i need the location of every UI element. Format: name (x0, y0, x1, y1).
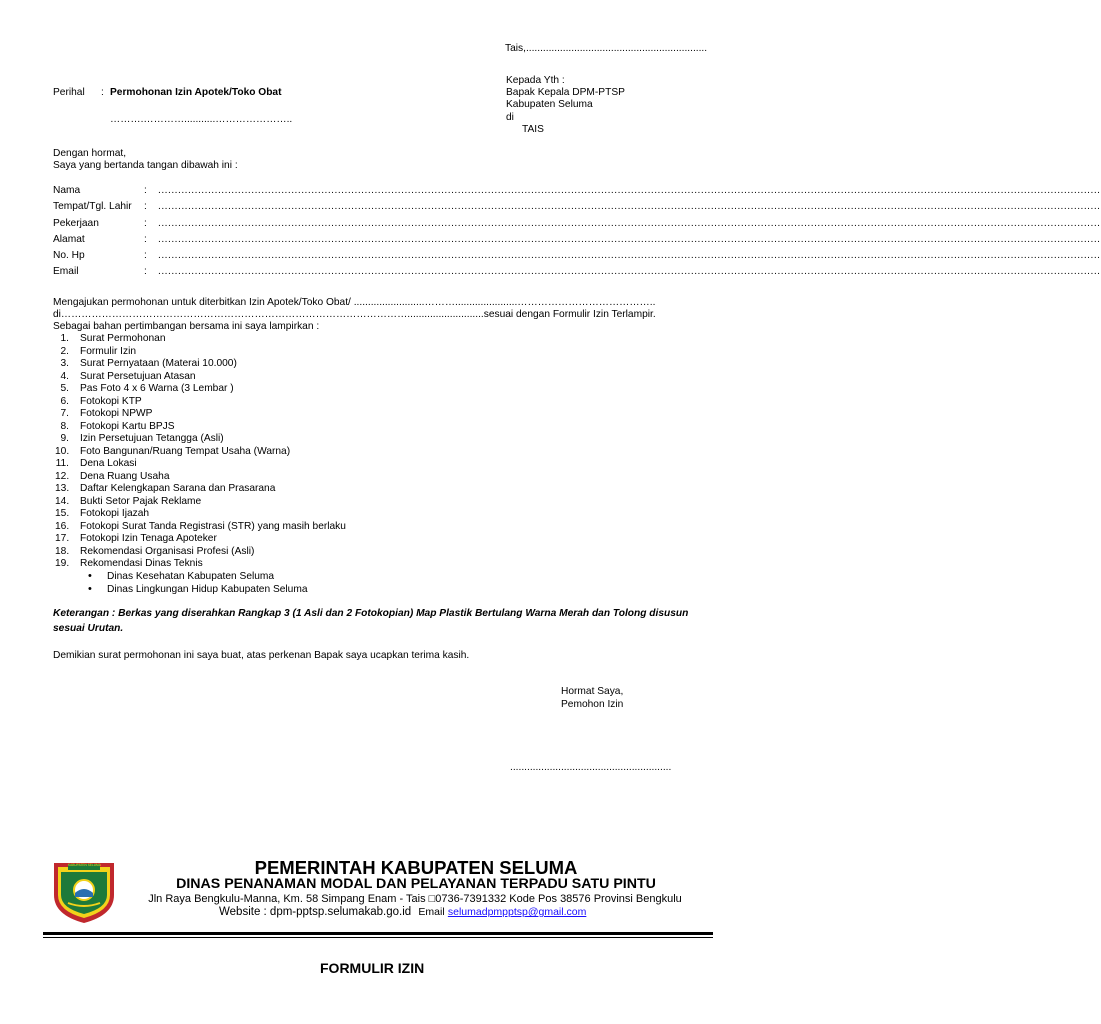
request-line-2: di…………………………………………………………………………………………...........................sesuai dengan Formulir Izin Terlampir. (53, 309, 656, 320)
email-link[interactable]: selumadpmpptsp@gmail.com (447, 906, 587, 918)
bullet-icon: • (88, 570, 92, 582)
list-number: 7. (60, 408, 69, 419)
website-text: Website : dpm-pptsp.selumakab.go.id (219, 906, 412, 918)
list-number: 8. (60, 420, 69, 432)
list-number: 18. (55, 545, 70, 557)
addressee-line-4: di (506, 112, 514, 123)
field-label: Nama (53, 185, 81, 196)
signature-dots: ......................................................... (510, 762, 672, 773)
field-label: Tempat/Tgl. Lahir (53, 201, 132, 212)
addressee-line-2: Bapak Kepala DPM-PTSP (506, 87, 625, 98)
field-colon: : (144, 234, 147, 245)
field-label: Alamat (53, 234, 85, 245)
list-number: 3. (60, 358, 69, 369)
field-label: Email (53, 266, 79, 277)
note-text: Keterangan : Berkas yang diserahkan Rangkap 3 (1 Asli dan 2 Fotokopian) Map Plastik Bertulang Warna Merah dan Tolong disusun sesuai Urutan. (53, 608, 689, 634)
field-colon: : (144, 185, 147, 196)
list-text: Fotokopi NPWP (80, 408, 153, 419)
subject-label: Perihal (53, 87, 85, 98)
list-text: Dinas Kesehatan Kabupaten Seluma (107, 571, 275, 582)
subject-colon: : (101, 87, 104, 98)
letterhead-divider-thin (43, 937, 713, 938)
list-text: Rekomendasi Organisasi Profesi (Asli) (80, 545, 255, 557)
addressee-line-3: Kabupaten Seluma (506, 99, 593, 110)
list-text: Fotokopi Ijazah (80, 508, 150, 519)
list-text: Fotokopi Kartu BPJS (80, 420, 175, 432)
field-dots[interactable]: ........................................................................................................................................................................................................................................................................................... (158, 201, 1101, 212)
field-colon: : (144, 218, 147, 229)
list-text: Pas Foto 4 x 6 Warna (3 Lembar ) (80, 383, 234, 394)
signature-line-2: Pemohon Izin (561, 699, 624, 710)
logo-text: KABUPATEN SELUMA (68, 863, 101, 867)
list-text: Dena Ruang Usaha (80, 470, 170, 482)
list-number: 2. (60, 345, 69, 357)
list-text: Rekomendasi Dinas Teknis (80, 558, 203, 569)
list-number: 14. (55, 495, 70, 507)
letterhead-title: PEMERINTAH KABUPATEN SELUMA (254, 857, 578, 878)
addressee-line-1: Kepada Yth : (506, 75, 565, 86)
addressee-line-5: TAIS (522, 124, 544, 135)
signature-line-1: Hormat Saya, (561, 686, 624, 697)
list-text: Surat Pernyataan (Materai 10.000) (80, 358, 237, 369)
letterhead-divider-thick (43, 932, 713, 935)
field-dots[interactable]: ........................................................................................................................................................................................................................................................................................... (158, 250, 1101, 261)
list-text: Formulir Izin (80, 345, 137, 357)
letterhead-subtitle: DINAS PENANAMAN MODAL DAN PELAYANAN TERPADU SATU PINTU (176, 876, 656, 892)
field-colon: : (144, 201, 147, 212)
list-text: Daftar Kelengkapan Sarana dan Prasarana (80, 483, 276, 494)
field-email[interactable] (53, 266, 1101, 280)
field-alamat[interactable] (53, 234, 1101, 248)
list-number: 6. (60, 395, 69, 407)
list-number: 19. (55, 558, 70, 569)
field-label: No. Hp (53, 250, 85, 261)
field-dots[interactable]: ........................................................................................................................................................................................................................................................................................... (158, 185, 1101, 196)
list-text: Izin Persetujuan Tetangga (Asli) (80, 433, 224, 444)
list-text: Fotokopi Surat Tanda Registrasi (STR) yang masih berlaku (80, 520, 346, 532)
closing-text: Demikian surat permohonan ini saya buat, atas perkenan Bapak saya ucapkan terima kasih. (53, 650, 470, 661)
letterhead-contact (219, 906, 586, 918)
list-number: 15. (55, 508, 70, 519)
request-line-3: Sebagai bahan pertimbangan bersama ini saya lampirkan : (53, 321, 320, 332)
place-date: Tais,................................................................ (505, 43, 708, 54)
list-number: 4. (60, 370, 69, 382)
field-dots[interactable]: ........................................................................................................................................................................................................................................................................................... (158, 218, 1101, 229)
list-number: 13. (55, 483, 70, 494)
form-title: FORMULIR IZIN (320, 960, 425, 976)
list-number: 17. (55, 533, 70, 544)
list-text: Dena Lokasi (80, 458, 137, 469)
greeting: Dengan hormat, (53, 148, 127, 159)
list-number: 5. (60, 383, 69, 394)
list-number: 1. (60, 333, 69, 344)
list-number: 16. (55, 520, 70, 532)
field-colon: : (144, 266, 147, 277)
field-dots[interactable]: ........................................................................................................................................................................................................................................................................................... (158, 266, 1101, 277)
subject-value: Permohonan Izin Apotek/Toko Obat (110, 87, 282, 98)
subject-dots: ……….…………...........………………….. (110, 114, 293, 125)
list-number: 9. (60, 433, 69, 444)
list-text: Foto Bangunan/Ruang Tempat Usaha (Warna) (80, 445, 291, 457)
list-text: Surat Permohonan (80, 333, 166, 344)
list-text: Fotokopi Izin Tenaga Apoteker (80, 533, 217, 544)
field-label: Pekerjaan (53, 218, 99, 229)
list-text: Fotokopi KTP (80, 395, 142, 407)
list-number: 12. (55, 470, 70, 482)
field-tempat-tgl-lahir[interactable] (53, 201, 1101, 215)
field-colon: : (144, 250, 147, 261)
list-text: Bukti Setor Pajak Reklame (80, 495, 202, 507)
list-text: Dinas Lingkungan Hidup Kabupaten Seluma (107, 583, 308, 595)
request-line-1: Mengajukan permohonan untuk diterbitkan Izin Apotek/Toko Obat/ .........................………......................………………………………….. (53, 297, 656, 308)
field-no-hp[interactable] (53, 250, 1101, 264)
list-number: 11. (55, 458, 69, 469)
field-nama[interactable] (53, 185, 1101, 199)
letterhead-address: Jln Raya Bengkulu-Manna, Km. 58 Simpang Enam - Tais □0736-7391332 Kode Pos 38576 Provinsi Bengkulu (148, 893, 682, 905)
intro-text: Saya yang bertanda tangan dibawah ini : (53, 160, 238, 171)
email-label: Email (418, 906, 445, 918)
list-text: Surat Persetujuan Atasan (80, 370, 196, 382)
field-pekerjaan[interactable] (53, 218, 1101, 232)
bullet-icon: • (88, 582, 92, 595)
field-dots[interactable]: ........................................................................................................................................................................................................................................................................................... (158, 234, 1101, 245)
list-number: 10. (55, 445, 70, 457)
